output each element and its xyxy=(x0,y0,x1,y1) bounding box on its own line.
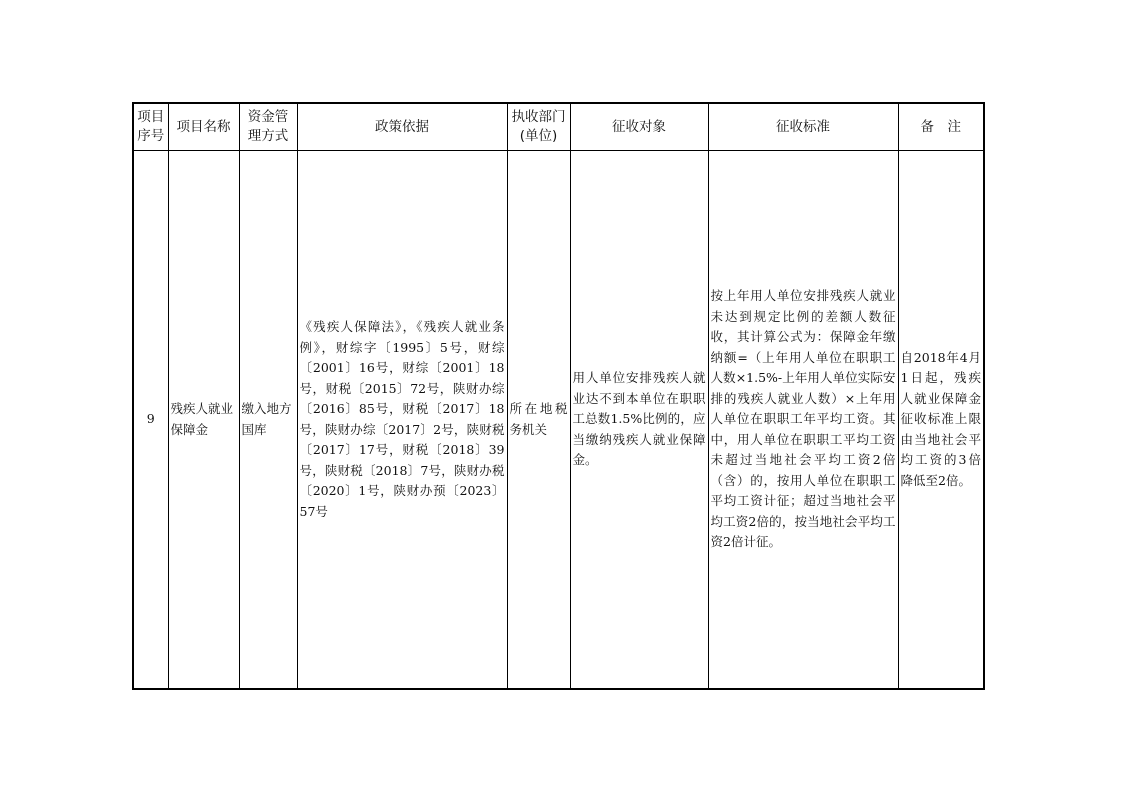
cell-standard: 按上年用人单位安排残疾人就业未达到规定比例的差额人数征收，其计算公式为：保障金年缴纳额=（上年用人单位在职职工人数×1.5%-上年用人单位实际安排的残疾人就业人数）×上年用人单位在职职工年平均工资。其中，用人单位在职职工平均工资未超过当地社会平均工资2倍（含）的，按用人单位在职职工平均工资计征；超过当地社会平均工资2倍的，按当地社会平均工资2倍计征。 xyxy=(708,151,898,690)
header-fund-mgmt: 资金管理方式 xyxy=(239,103,297,151)
cell-target: 用人单位安排残疾人就业达不到本单位在职职工总数1.5%比例的，应当缴纳残疾人就业保障金。 xyxy=(570,151,708,690)
cell-name: 残疾人就业保障金 xyxy=(168,151,239,690)
table-row xyxy=(133,151,984,690)
header-seq: 项目序号 xyxy=(133,103,168,151)
header-name: 项目名称 xyxy=(168,103,239,151)
fee-table xyxy=(132,102,985,690)
header-note: 备 注 xyxy=(898,103,984,151)
cell-dept: 所在地税务机关 xyxy=(507,151,570,690)
cell-fund-mgmt: 缴入地方国库 xyxy=(239,151,297,690)
header-standard: 征收标准 xyxy=(708,103,898,151)
header-row xyxy=(133,103,984,151)
header-target: 征收对象 xyxy=(570,103,708,151)
cell-note: 自2018年4月1日起，残疾人就业保障金征收标准上限由当地社会平均工资的3倍降低至2倍。 xyxy=(898,151,984,690)
header-policy: 政策依据 xyxy=(297,103,507,151)
cell-seq: 9 xyxy=(133,151,168,690)
cell-policy: 《残疾人保障法》，《残疾人就业条例》，财综字〔1995〕5号，财综〔2001〕16号，财综〔2001〕18号，财税〔2015〕72号，陕财办综〔2016〕85号，财税〔2017〕18号，陕财办综〔2017〕2号，陕财税〔2017〕17号，财税〔2018〕39号，陕财税〔2018〕7号，陕财办税〔2020〕1号，陕财办预〔2023〕57号 xyxy=(297,151,507,690)
header-dept: 执收部门(单位) xyxy=(507,103,570,151)
